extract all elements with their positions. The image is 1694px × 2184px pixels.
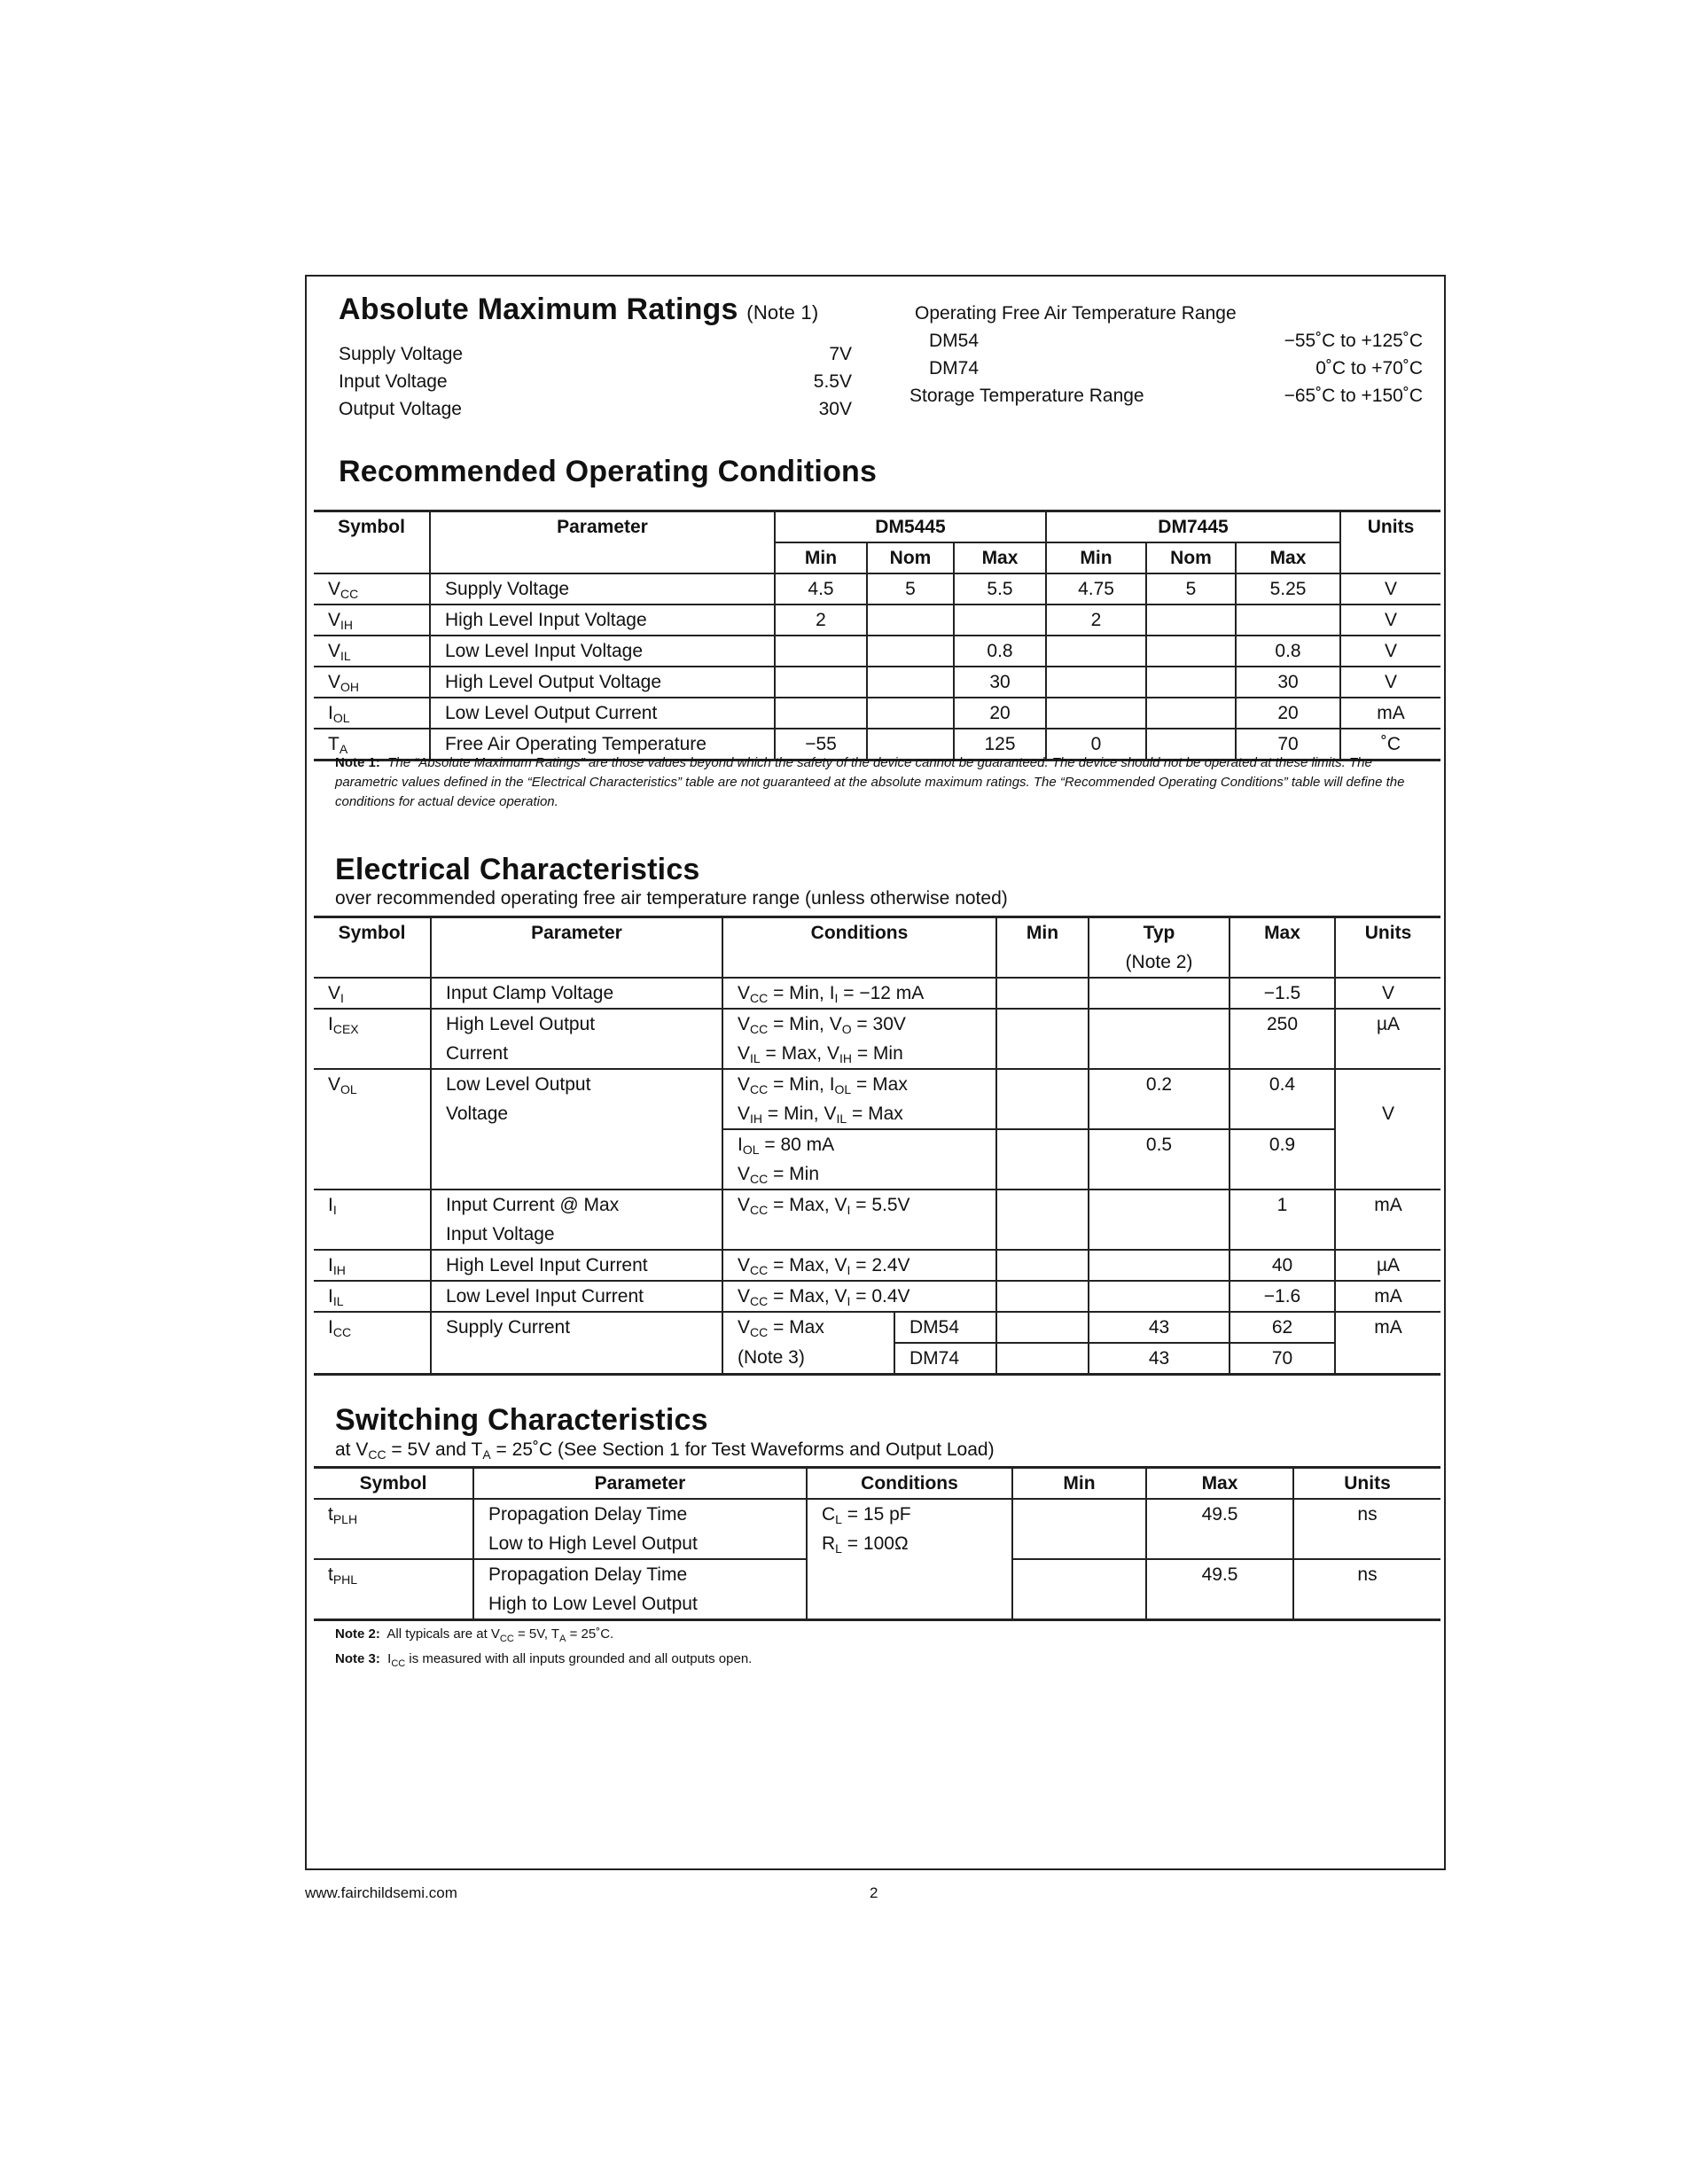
sw-tphl-param2: High to Low Level Output xyxy=(473,1589,807,1620)
roc-units: ˚C xyxy=(1340,729,1440,760)
sw-tplh-symbol: $t_{PLH}$ xyxy=(314,1499,473,1529)
sw-title: Switching Characteristics xyxy=(335,1403,708,1437)
abs-max-title: Absolute Maximum Ratings (Note 1) xyxy=(339,292,819,326)
ec-vol-max1: 0.4 xyxy=(1230,1069,1335,1099)
ec-vol-max2: 0.9 xyxy=(1230,1129,1335,1159)
roc-row xyxy=(314,604,1440,636)
ec-ii-cond: $V_{CC}$ = Max, $V_I = 5.5V$ xyxy=(722,1190,996,1220)
sw-header-symbol: Symbol xyxy=(314,1468,473,1500)
roc-header-min: Min xyxy=(1046,542,1146,573)
roc-value xyxy=(775,636,867,667)
abs-max-output-value: 30V xyxy=(818,399,852,419)
roc-value xyxy=(954,604,1046,636)
roc-units: mA xyxy=(1340,698,1440,729)
ec-iil-max: −1.6 xyxy=(1230,1281,1335,1312)
ec-vol-typ1: 0.2 xyxy=(1089,1069,1230,1099)
ec-iih-cond: $V_{CC}$ = Max, $V_I = 2.4V$ xyxy=(722,1250,996,1281)
roc-value: 2 xyxy=(775,604,867,636)
roc-value: 20 xyxy=(954,698,1046,729)
ec-ii-param1: Input Current @ Max xyxy=(431,1190,722,1220)
ec-vol-units: V xyxy=(1335,1099,1440,1129)
ec-icex-param2: Current xyxy=(431,1039,722,1069)
roc-parameter: High Level Output Voltage xyxy=(430,667,775,698)
footer-url[interactable]: www.fairchildsemi.com xyxy=(305,1884,457,1901)
ec-icex-units: µA xyxy=(1335,1009,1440,1039)
sw-cond2: $R_L = 100\Omega$ xyxy=(807,1529,1012,1559)
roc-value: 5 xyxy=(1146,573,1236,604)
note2: Note 2: All typicals are at $V_{CC} = 5V$, $T_A$ = 25˚C. xyxy=(335,1626,614,1644)
sw-tplh-param1: Propagation Delay Time xyxy=(473,1499,807,1529)
ec-iih-symbol: $I_{IH}$ xyxy=(314,1250,431,1281)
ec-icc-dev1: DM54 xyxy=(894,1312,996,1343)
roc-symbol: $V_{CC}$ xyxy=(314,573,430,604)
roc-units: V xyxy=(1340,667,1440,698)
roc-units: V xyxy=(1340,604,1440,636)
roc-value xyxy=(867,636,954,667)
temp-range-label: Operating Free Air Temperature Range xyxy=(915,303,1237,324)
roc-value xyxy=(775,698,867,729)
roc-header-nom: Nom xyxy=(867,542,954,573)
ec-icc-typ2: 43 xyxy=(1089,1343,1230,1375)
ec-iih-units: µA xyxy=(1335,1250,1440,1281)
roc-value: 0.8 xyxy=(1236,636,1340,667)
sw-tphl-max: 49.5 xyxy=(1146,1559,1293,1589)
ec-iil-units: mA xyxy=(1335,1281,1440,1312)
ec-table xyxy=(314,916,1440,1376)
roc-row xyxy=(314,636,1440,667)
ec-icc-cond1: $V_{CC}$ = Max xyxy=(722,1312,894,1343)
ec-vol-cond3: $I_{OL} = 80$ mA xyxy=(722,1129,996,1159)
ec-vi-max: −1.5 xyxy=(1230,978,1335,1009)
roc-value: 5.25 xyxy=(1236,573,1340,604)
ec-ii-symbol: $I_I$ xyxy=(314,1190,431,1220)
roc-value xyxy=(1236,604,1340,636)
roc-value: 4.75 xyxy=(1046,573,1146,604)
ec-header-typ-note: (Note 2) xyxy=(1089,948,1230,978)
sw-tphl-param1: Propagation Delay Time xyxy=(473,1559,807,1589)
roc-header-max: Max xyxy=(1236,542,1340,573)
storage-label: Storage Temperature Range xyxy=(909,386,1144,406)
roc-value: 0.8 xyxy=(954,636,1046,667)
roc-header-min: Min xyxy=(775,542,867,573)
dm54-label: DM54 xyxy=(929,331,980,351)
roc-header-parameter: Parameter xyxy=(430,511,775,543)
sw-header-parameter: Parameter xyxy=(473,1468,807,1500)
sw-tplh-max: 49.5 xyxy=(1146,1499,1293,1529)
page-number: 2 xyxy=(870,1884,878,1901)
note1: Note 1: The “Absolute Maximum Ratings” are those values beyond which the safety of the device cannot be guaranteed. The device should not be operated at these limits. The parametric values defined in the “Electrical Characteristics” table are not guaranteed at the absolute maximum ratings. The “Recommended Operating Conditions” table will define the conditions for actual device operation. xyxy=(335,755,1405,809)
sw-subtitle: at $V_{CC} = 5V$ and $T_A$ = 25˚C (See Section 1 for Test Waveforms and Output Load) xyxy=(335,1439,995,1462)
roc-header-units: Units xyxy=(1340,511,1440,543)
dm74-label: DM74 xyxy=(929,358,980,378)
roc-symbol: $I_{OL}$ xyxy=(314,698,430,729)
ec-ii-param2: Input Voltage xyxy=(431,1220,722,1250)
roc-value: 2 xyxy=(1046,604,1146,636)
roc-units: V xyxy=(1340,636,1440,667)
sw-tplh-param2: Low to High Level Output xyxy=(473,1529,807,1559)
roc-value: 5 xyxy=(867,573,954,604)
storage-value: −65˚C to +150˚C xyxy=(1284,386,1423,406)
note3: Note 3: $I_{CC}$ is measured with all inputs grounded and all outputs open. xyxy=(335,1651,753,1669)
ec-icex-cond1: $V_{CC}$ = Min, $V_O = 30V$ xyxy=(722,1009,996,1039)
ec-vol-cond1: $V_{CC}$ = Min, $I_{OL}$ = Max xyxy=(722,1069,996,1099)
roc-value xyxy=(1146,667,1236,698)
roc-title: Recommended Operating Conditions xyxy=(339,455,878,488)
roc-value: 30 xyxy=(954,667,1046,698)
roc-header-dm7445: DM7445 xyxy=(1046,511,1340,543)
roc-value: −55 xyxy=(775,729,867,760)
roc-header-symbol: Symbol xyxy=(314,511,430,543)
ec-icex-cond2: $V_{IL}$ = Max, $V_{IH}$ = Min xyxy=(722,1039,996,1069)
ec-title: Electrical Characteristics xyxy=(335,853,700,886)
roc-value xyxy=(867,698,954,729)
dm74-value: 0˚C to +70˚C xyxy=(1315,358,1423,378)
roc-parameter: Free Air Operating Temperature xyxy=(430,729,775,760)
ec-header-units: Units xyxy=(1335,917,1440,948)
roc-value xyxy=(775,667,867,698)
sw-tplh-units: ns xyxy=(1293,1499,1440,1529)
roc-row xyxy=(314,698,1440,729)
ec-icex-param1: High Level Output xyxy=(431,1009,722,1039)
ec-icc-dev2: DM74 xyxy=(894,1343,996,1375)
roc-parameter: Supply Voltage xyxy=(430,573,775,604)
ec-header-conditions: Conditions xyxy=(722,917,996,948)
ec-subtitle: over recommended operating free air temperature range (unless otherwise noted) xyxy=(335,888,1008,909)
ec-header-symbol: Symbol xyxy=(314,917,431,948)
sw-table xyxy=(314,1466,1440,1621)
ec-vol-param1: Low Level Output xyxy=(431,1069,722,1099)
roc-symbol: $V_{IL}$ xyxy=(314,636,430,667)
ec-header-typ: Typ xyxy=(1089,917,1230,948)
ec-ii-max: 1 xyxy=(1230,1190,1335,1220)
roc-header-nom: Nom xyxy=(1146,542,1236,573)
ec-icc-symbol: $I_{CC}$ xyxy=(314,1312,431,1343)
roc-header-max: Max xyxy=(954,542,1046,573)
roc-units: V xyxy=(1340,573,1440,604)
ec-iil-cond: $V_{CC}$ = Max, $V_I = 0.4V$ xyxy=(722,1281,996,1312)
roc-value: 20 xyxy=(1236,698,1340,729)
ec-icc-cond2: (Note 3) xyxy=(722,1343,894,1375)
ec-iil-symbol: $I_{IL}$ xyxy=(314,1281,431,1312)
ec-icc-max1: 62 xyxy=(1230,1312,1335,1343)
roc-value xyxy=(867,667,954,698)
roc-table xyxy=(314,510,1440,761)
ec-iil-param: Low Level Input Current xyxy=(431,1281,722,1312)
ec-icc-units: mA xyxy=(1335,1312,1440,1343)
ec-vi-param: Input Clamp Voltage xyxy=(431,978,722,1009)
roc-value xyxy=(1146,698,1236,729)
abs-max-input-label: Input Voltage xyxy=(339,371,448,392)
roc-value xyxy=(1046,636,1146,667)
ec-vol-symbol: $V_{OL}$ xyxy=(314,1069,431,1099)
abs-max-output-label: Output Voltage xyxy=(339,399,462,419)
ec-icc-max2: 70 xyxy=(1230,1343,1335,1375)
roc-value: 30 xyxy=(1236,667,1340,698)
abs-max-supply-label: Supply Voltage xyxy=(339,344,464,364)
ec-vi-symbol: $V_I$ xyxy=(314,978,431,1009)
sw-header-min: Min xyxy=(1012,1468,1146,1500)
sw-tphl-symbol: $t_{PHL}$ xyxy=(314,1559,473,1589)
roc-value: 0 xyxy=(1046,729,1146,760)
ec-header-parameter: Parameter xyxy=(431,917,722,948)
sw-header-max: Max xyxy=(1146,1468,1293,1500)
roc-value: 125 xyxy=(954,729,1046,760)
ec-icex-max: 250 xyxy=(1230,1009,1335,1039)
ec-header-min: Min xyxy=(996,917,1089,948)
sw-cond1: $C_L = 15$ pF xyxy=(807,1499,1012,1529)
roc-value: 4.5 xyxy=(775,573,867,604)
ec-icc-param: Supply Current xyxy=(431,1312,722,1343)
roc-symbol: $T_A$ xyxy=(314,729,430,760)
ec-iih-max: 40 xyxy=(1230,1250,1335,1281)
abs-max-input-value: 5.5V xyxy=(813,371,852,392)
roc-value xyxy=(1046,698,1146,729)
roc-symbol: $V_{OH}$ xyxy=(314,667,430,698)
roc-value xyxy=(867,604,954,636)
ec-icex-symbol: $I_{CEX}$ xyxy=(314,1009,431,1039)
ec-icc-typ1: 43 xyxy=(1089,1312,1230,1343)
ec-vi-cond: $V_{CC}$ = Min, $I_I = -12$ mA xyxy=(722,978,996,1009)
ec-ii-units: mA xyxy=(1335,1190,1440,1220)
roc-symbol: $V_{IH}$ xyxy=(314,604,430,636)
roc-value xyxy=(1046,667,1146,698)
sw-header-units: Units xyxy=(1293,1468,1440,1500)
dm54-value: −55˚C to +125˚C xyxy=(1284,331,1423,351)
roc-row xyxy=(314,573,1440,604)
ec-header-max: Max xyxy=(1230,917,1335,948)
roc-header-dm5445: DM5445 xyxy=(775,511,1046,543)
ec-vol-param2: Voltage xyxy=(431,1099,722,1129)
ec-vi-units: V xyxy=(1335,978,1440,1009)
ec-vol-cond2: $V_{IH}$ = Min, $V_{IL}$ = Max xyxy=(722,1099,996,1129)
roc-row xyxy=(314,667,1440,698)
ec-iih-param: High Level Input Current xyxy=(431,1250,722,1281)
roc-value xyxy=(1146,636,1236,667)
sw-header-conditions: Conditions xyxy=(807,1468,1012,1500)
roc-parameter: Low Level Input Voltage xyxy=(430,636,775,667)
roc-parameter: Low Level Output Current xyxy=(430,698,775,729)
roc-value: 5.5 xyxy=(954,573,1046,604)
roc-parameter: High Level Input Voltage xyxy=(430,604,775,636)
abs-max-supply-value: 7V xyxy=(829,344,852,364)
roc-value: 70 xyxy=(1236,729,1340,760)
ec-vol-cond4: $V_{CC}$ = Min xyxy=(722,1159,996,1190)
ec-vol-typ2: 0.5 xyxy=(1089,1129,1230,1159)
sw-tphl-units: ns xyxy=(1293,1559,1440,1589)
roc-value xyxy=(1146,604,1236,636)
